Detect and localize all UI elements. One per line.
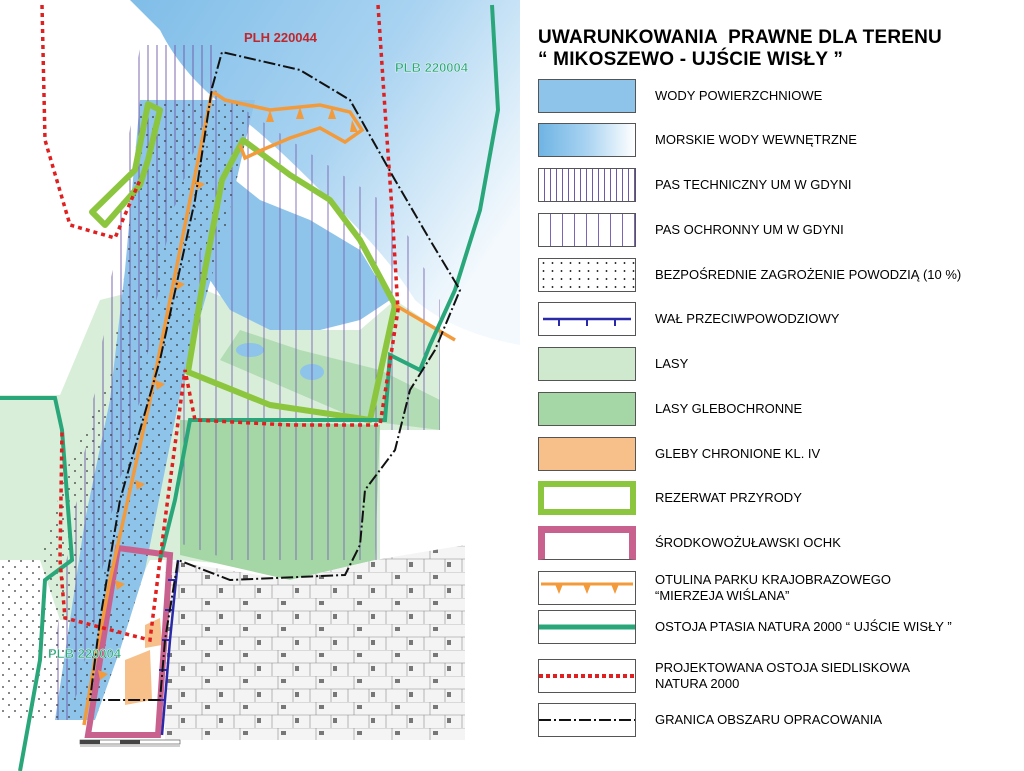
legend-label: WODY POWIERZCHNIOWE: [655, 87, 823, 103]
study-boundary-symbol: [539, 704, 635, 736]
legend-item-surface-water: [538, 79, 1018, 113]
swatch-protected-soils: [538, 437, 636, 471]
park-buffer-symbol: [539, 572, 635, 604]
legend-label: GLEBY CHRONIONE KL. IV: [655, 445, 821, 461]
legend-title-line1: UWARUNKOWANIA PRAWNE DLA TERENU: [538, 27, 942, 48]
map-label-plb-top: PLB 220004: [395, 60, 468, 75]
legend-label: PAS OCHRONNY UM W GDYNI: [655, 221, 844, 237]
legend-item-protected-soils: [538, 437, 1018, 471]
legend-label: ŚRODKOWOŻUŁAWSKI OCHK: [655, 534, 841, 550]
legend-label: BEZPOŚREDNIE ZAGROŻENIE POWODZIĄ (10 %): [655, 266, 962, 282]
map-label-plh: PLH 220044: [244, 30, 317, 45]
legend-item-natura-bird: [538, 610, 1018, 644]
swatch-forest: [538, 347, 636, 381]
legend-label: OSTOJA PTASIA NATURA 2000 “ UJŚCIE WISŁY ”: [655, 618, 952, 634]
swatch-marine-water: [538, 123, 636, 157]
legend-label: LASY GLEBOCHRONNE: [655, 400, 803, 416]
swatch-flood-risk: [538, 258, 636, 292]
swatch-natura-bird: [538, 610, 636, 644]
legend-item-soil-protective-forest: [538, 392, 1018, 426]
map-label-plb-bottom: PLB 220004: [48, 646, 121, 661]
swatch-park-buffer: [538, 571, 636, 605]
legend-item-technical-strip: [538, 168, 1018, 202]
legend-item-nature-reserve: [538, 481, 1018, 515]
legend-label: MORSKIE WODY WEWNĘTRZNE: [655, 131, 857, 147]
legend-panel: [520, 0, 1024, 771]
legend-item-natura-habitat: [538, 659, 1018, 693]
legend-label: PROJEKTOWANA OSTOJA SIEDLISKOWA NATURA 2000: [655, 659, 911, 691]
swatch-ochk: [538, 526, 636, 560]
natura-habitat-symbol: [539, 660, 635, 692]
swatch-flood-embankment: [538, 302, 636, 336]
embankment-symbol: [539, 303, 635, 335]
swatch-technical-strip: [538, 168, 636, 202]
legend-item-ochk: [538, 526, 1018, 560]
legend-label: REZERWAT PRZYRODY: [655, 489, 802, 505]
legend-item-park-buffer: [538, 571, 1018, 605]
legend-title-line2: “ MIKOSZEWO - UJŚCIE WISŁY ”: [538, 49, 844, 70]
swatch-study-boundary: [538, 703, 636, 737]
legend-label: PAS TECHNICZNY UM W GDYNI: [655, 176, 852, 192]
swatch-nature-reserve: [538, 481, 636, 515]
legend-label: GRANICA OBSZARU OPRACOWANIA: [655, 711, 883, 727]
legend-item-forest: [538, 347, 1018, 381]
legend-label: WAŁ PRZECIWPOWODZIOWY: [655, 310, 840, 326]
legend-item-marine-water: [538, 123, 1018, 157]
settlement-parcels: [165, 545, 465, 740]
legend-label: OTULINA PARKU KRAJOBRAZOWEGO “MIERZEJA WIŚLANA”: [655, 571, 891, 603]
natura-bird-symbol: [539, 611, 635, 643]
swatch-surface-water: [538, 79, 636, 113]
legend-item-flood-embankment: [538, 302, 1018, 336]
legend-item-flood-risk: [538, 258, 1018, 292]
legend-item-study-boundary: [538, 703, 1018, 737]
legend-item-protective-strip: [538, 213, 1018, 247]
legend-label: LASY: [655, 355, 689, 371]
swatch-protective-strip: [538, 213, 636, 247]
swatch-natura-habitat: [538, 659, 636, 693]
swatch-soil-protective-forest: [538, 392, 636, 426]
